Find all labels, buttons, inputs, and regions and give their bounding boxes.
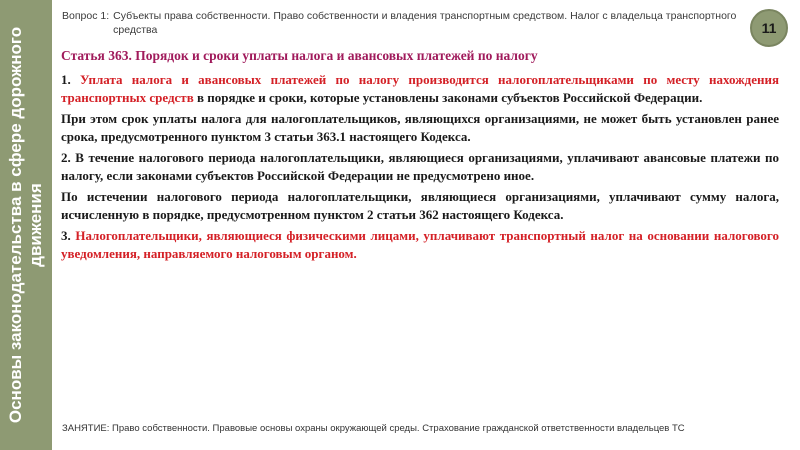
slide-header: [62, 9, 742, 37]
paragraph-1: [61, 71, 779, 107]
paragraph-4: По истечении налогового периода налогоплательщики, являющиеся организациями, уплачивают сумму налога, исчисленную в порядке, предусмотренном пунктом 2 статьи 362 настоящего Кодекса.: [61, 189, 779, 222]
header-text: Субъекты права собственности. Право собственности и владения транспортным средством. Налог с владельца транспортного средства: [113, 10, 737, 36]
sidebar: [0, 0, 52, 450]
paragraph-1-rest: в порядке и сроки, которые установлены законами субъектов Российской Федерации.: [196, 90, 703, 105]
paragraph-3: 2. В течение налогового периода налогоплательщики, являющиеся организациями, уплачивают авансовые платежи по налогу, если законами субъектов Российской Федерации не предусмотрено иное.: [61, 150, 779, 183]
slide-number: 11: [761, 20, 777, 36]
article-title: Статья 363. Порядок и сроки уплаты налога и авансовых платежей по налогу: [61, 48, 538, 63]
paragraph-1-highlight: Уплата налога и авансовых платежей по налогу производится налогоплательщиками по месту нахождения транспортных средств: [61, 72, 779, 105]
paragraph-5-number: 3.: [61, 228, 71, 243]
paragraph-5: [61, 227, 779, 263]
paragraph-5-highlight: Налогоплательщики, являющиеся физическими лицами, уплачивают транспортный налог на основании налогового уведомления, направляемого налоговым органом.: [61, 228, 780, 261]
sidebar-title: Основы законодательства в сфере дорожного движения: [6, 26, 45, 424]
paragraph-1-number: 1.: [61, 72, 71, 87]
header-prefix: Вопрос 1:: [62, 10, 110, 22]
article-content: [61, 47, 779, 266]
slide-number-badge: [750, 9, 788, 47]
paragraph-2: При этом срок уплаты налога для налогоплательщиков, являющихся организациями, не может быть установлен ранее срока, предусмотренного пунктом 3 статьи 363.1 настоящего Кодекса.: [61, 111, 779, 144]
slide-footer: ЗАНЯТИЕ: Право собственности. Правовые основы охраны окружающей среды. Страхование гражданской ответственности владельцев ТС: [62, 423, 685, 434]
